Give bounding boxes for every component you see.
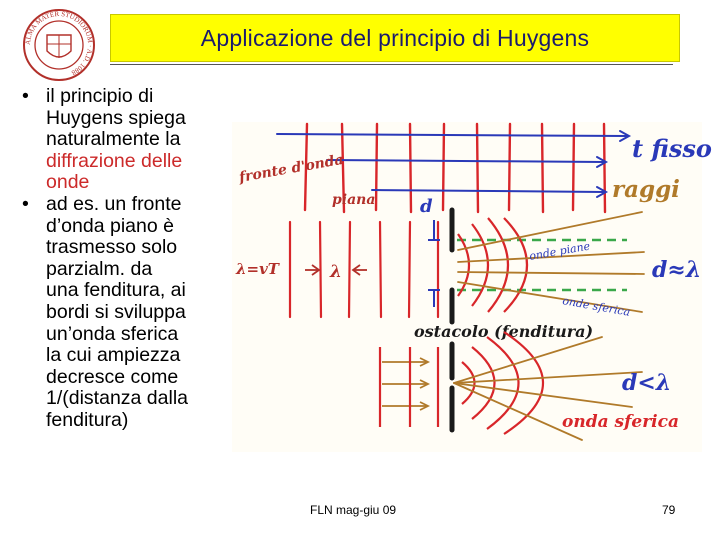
bullet-dot: •	[22, 85, 29, 107]
bullet-2-line-4: parzialm. da	[46, 257, 153, 280]
label-lambda-vt: λ=vT	[236, 260, 279, 278]
label-onde-sferica: onde sferica	[561, 294, 632, 319]
huygens-diffraction-figure	[232, 122, 712, 452]
label-lambda: λ	[330, 262, 342, 282]
bullet-2-line-6: bordi si sviluppa	[46, 300, 186, 323]
title-divider	[110, 64, 673, 65]
footer-text: FLN mag-giu 09	[310, 503, 397, 517]
title-banner	[110, 14, 680, 62]
incoming-arrows	[382, 358, 428, 410]
label-t-fisso: t fisso	[632, 134, 712, 163]
bullet-item-1	[22, 86, 232, 194]
bullet-2-line-11: fenditura)	[46, 408, 129, 431]
bullet-2-line-10: 1/(distanza dalla	[46, 387, 189, 410]
university-seal-logo	[22, 8, 96, 82]
label-onde-piane: onde piane	[528, 239, 592, 263]
bullet-2-line-8: la cui ampiezza	[46, 344, 181, 367]
label-fronte-onda: fronte d'onda	[237, 151, 345, 186]
wide-slit-rays	[458, 212, 644, 312]
bullet-2-line-7: un’onda sferica	[46, 322, 179, 345]
bullet-2-line-3: trasmesso solo	[46, 236, 178, 259]
bullet-1-line-3: naturalmente la	[46, 128, 181, 151]
bullet-list	[22, 86, 232, 432]
label-d-slit: d	[420, 196, 433, 217]
label-ostacolo: ostacolo (fenditura)	[414, 322, 594, 341]
wide-slit-wavefronts	[458, 218, 527, 312]
bullet-1-highlight-2: onde	[46, 171, 90, 194]
label-d-less-lambda: d<λ	[622, 370, 672, 396]
bullet-2-line-9: decresce come	[46, 365, 179, 388]
bullet-dot: •	[22, 192, 29, 215]
page-title: Applicazione del principio di Huygens	[200, 24, 590, 51]
label-piana: piana	[332, 192, 376, 208]
bullet-1-line-1: il principio di	[46, 85, 154, 107]
bullet-2-line-5: una fenditura, ai	[46, 279, 186, 302]
page-number: 79	[662, 503, 676, 517]
spherical-wavefronts	[462, 332, 543, 434]
label-raggi: raggi	[612, 176, 680, 203]
bullet-2-line-2: d’onda piano è	[46, 214, 174, 237]
bullet-2-line-1: ad es. un fronte	[46, 192, 182, 215]
lower-wavefronts	[380, 347, 438, 427]
bullet-1-highlight-1: diffrazione delle	[46, 149, 183, 172]
label-onda-sferica: onda sferica	[562, 412, 679, 432]
bullet-1-line-2: Huygens spiega	[46, 106, 186, 129]
seal-text: ALMA MATER STUDIORUM · A.D. 1088	[23, 9, 95, 77]
bullet-item-2	[22, 194, 232, 432]
label-d-approx-lambda: d≈λ	[652, 257, 702, 283]
